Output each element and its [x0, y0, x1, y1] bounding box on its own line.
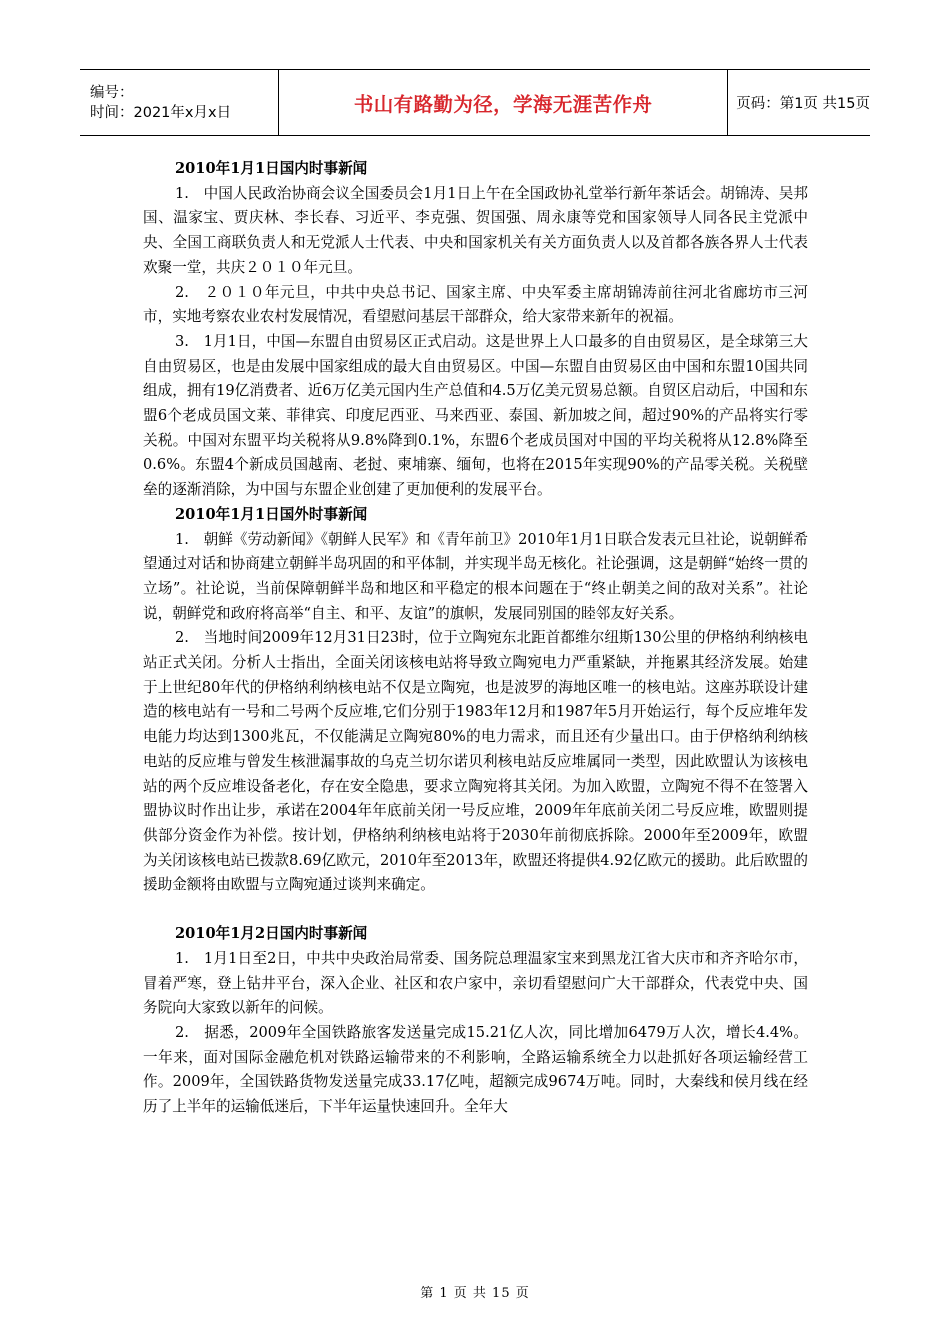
- news-paragraph: 2. ２０１０年元旦，中共中央总书记、国家主席、中央军委主席胡锦涛前往河北省廊坊市三河市，实地考察农业农村发展情况，看望慰问基层干部群众，给大家带来新年的祝福。: [143, 283, 808, 326]
- section-spacer: [143, 898, 808, 922]
- section-heading: 2010年1月1日国外时事新闻: [175, 505, 368, 523]
- section-foreign-jan1: [143, 503, 808, 898]
- news-paragraph: 2. 当地时间2009年12月31日23时，位于立陶宛东北距首都维尔纽斯130公里的伊格纳利纳核电站正式关闭。分析人士指出，全面关闭该核电站将导致立陶宛电力严重紧缺，并拖累其经济发展。始建于上世纪80年代的伊格纳利纳核电站不仅是立陶宛，也是波罗的海地区唯一的核电站。这座苏联设计建造的核电站有一号和二号两个反应堆,它们分别于1983年12月和1987年5月开始运行，每个反应堆年发电能力均达到1300兆瓦，不仅能满足立陶宛80%的电力需求，而且还有少量出口。由于伊格纳利纳核电站的反应堆与曾发生核泄漏事故的乌克兰切尔诺贝利核电站反应堆属同一类型，因此欧盟认为该核电站的两个反应堆设备老化，存在安全隐患，要求立陶宛将其关闭。为加入欧盟，立陶宛不得不在签署入盟协议时作出让步，承诺在2004年年底前关闭一号反应堆，2009年年底前关闭二号反应堆，欧盟则提供部分资金作为补偿。按计划，伊格纳利纳核电站将于2030年前彻底拆除。2000年至2009年，欧盟为关闭该核电站已拨款8.69亿欧元，2010年至2013年，欧盟还将提供4.92亿欧元的援助。此后欧盟的援助金额将由欧盟与立陶宛通过谈判来确定。: [143, 629, 808, 894]
- footer-page-number: 第 1 页 共 15 页: [420, 1286, 530, 1301]
- page-footer: [0, 1282, 950, 1301]
- header-center: [278, 70, 728, 135]
- news-paragraph: 1. 1月1日至2日，中共中央政治局常委、国务院总理温家宝来到黑龙江省大庆市和齐齐哈尔市，冒着严寒，登上钻井平台，深入企业、社区和农户家中，亲切看望慰问广大干部群众，代表党中央、国务院向大家致以新年的问候。: [143, 949, 808, 1017]
- news-paragraph: 1. 中国人民政治协商会议全国委员会1月1日上午在全国政协礼堂举行新年茶话会。胡锦涛、吴邦国、温家宝、贾庆林、李长春、习近平、李克强、贺国强、周永康等党和国家领导人同各民主党派中央、全国工商联负责人和无党派人士代表、中央和国家机关有关方面负责人以及首都各族各界人士代表欢聚一堂，共庆２０１０年元旦。: [143, 184, 808, 276]
- document-date-label: 时间：2021年x月x日: [90, 104, 232, 121]
- page-header: [80, 69, 870, 136]
- motto-text: 书山有路勤为径，学海无涯苦作舟: [353, 92, 653, 116]
- section-heading: 2010年1月1日国内时事新闻: [175, 160, 368, 177]
- section-heading: 2010年1月2日国内时事新闻: [175, 925, 368, 943]
- news-paragraph: 3. 1月1日，中国—东盟自由贸易区正式启动。这是世界上人口最多的自由贸易区，是全球第三大自由贸易区，也是由发展中国家组成的最大自由贸易区。中国—东盟自由贸易区由中国和东盟10国共同组成，拥有19亿消费者、近6万亿美元国内生产总值和4.5万亿美元贸易总额。自贸区启动后，中国和东盟6个老成员国文莱、菲律宾、印度尼西亚、马来西亚、泰国、新加坡之间，超过90%的产品将实行零关税。中国对东盟平均关税将从9.8%降到0.1%，东盟6个老成员国对中国的平均关税将从12.8%降至0.6%。东盟4个新成员国越南、老挝、柬埔寨、缅甸，也将在2015年实现90%的产品零关税。关税壁垒的逐渐消除，为中国与东盟企业创建了更加便利的发展平台。: [143, 332, 808, 499]
- document-body: [143, 157, 808, 1120]
- news-paragraph: 2. 据悉，2009年全国铁路旅客发送量完成15.21亿人次，同比增加6479万人次，增长4.4%。一年来，面对国际金融危机对铁路运输带来的不利影响，全路运输系统全力以赴抓好各项运输经营工作。2009年，全国铁路货物发送量完成33.17亿吨，超额完成9674万吨。同时，大秦线和侯月线在经历了上半年的运输低迷后，下半年运量快速回升。全年大: [143, 1023, 808, 1116]
- section-domestic-jan1: [143, 157, 808, 503]
- section-domestic-jan2: [143, 922, 808, 1120]
- news-paragraph: 1. 朝鲜《劳动新闻》《朝鲜人民军》和《青年前卫》2010年1月1日联合发表元旦社论，说朝鲜希望通过对话和协商建立朝鲜半岛巩固的和平体制，并实现半岛无核化。社论强调，这是朝鲜“始终一贯的立场”。社论说，当前保障朝鲜半岛和地区和平稳定的根本问题在于“终止朝美之间的敌对关系”。社论说，朝鲜党和政府将高举“自主、和平、友谊”的旗帜，发展同别国的睦邻友好关系。: [143, 530, 808, 622]
- header-page-info: 页码：第1页 共15页: [736, 96, 870, 112]
- header-right: [728, 70, 870, 135]
- document-number-label: 编号：: [90, 84, 134, 101]
- header-left: [80, 70, 278, 135]
